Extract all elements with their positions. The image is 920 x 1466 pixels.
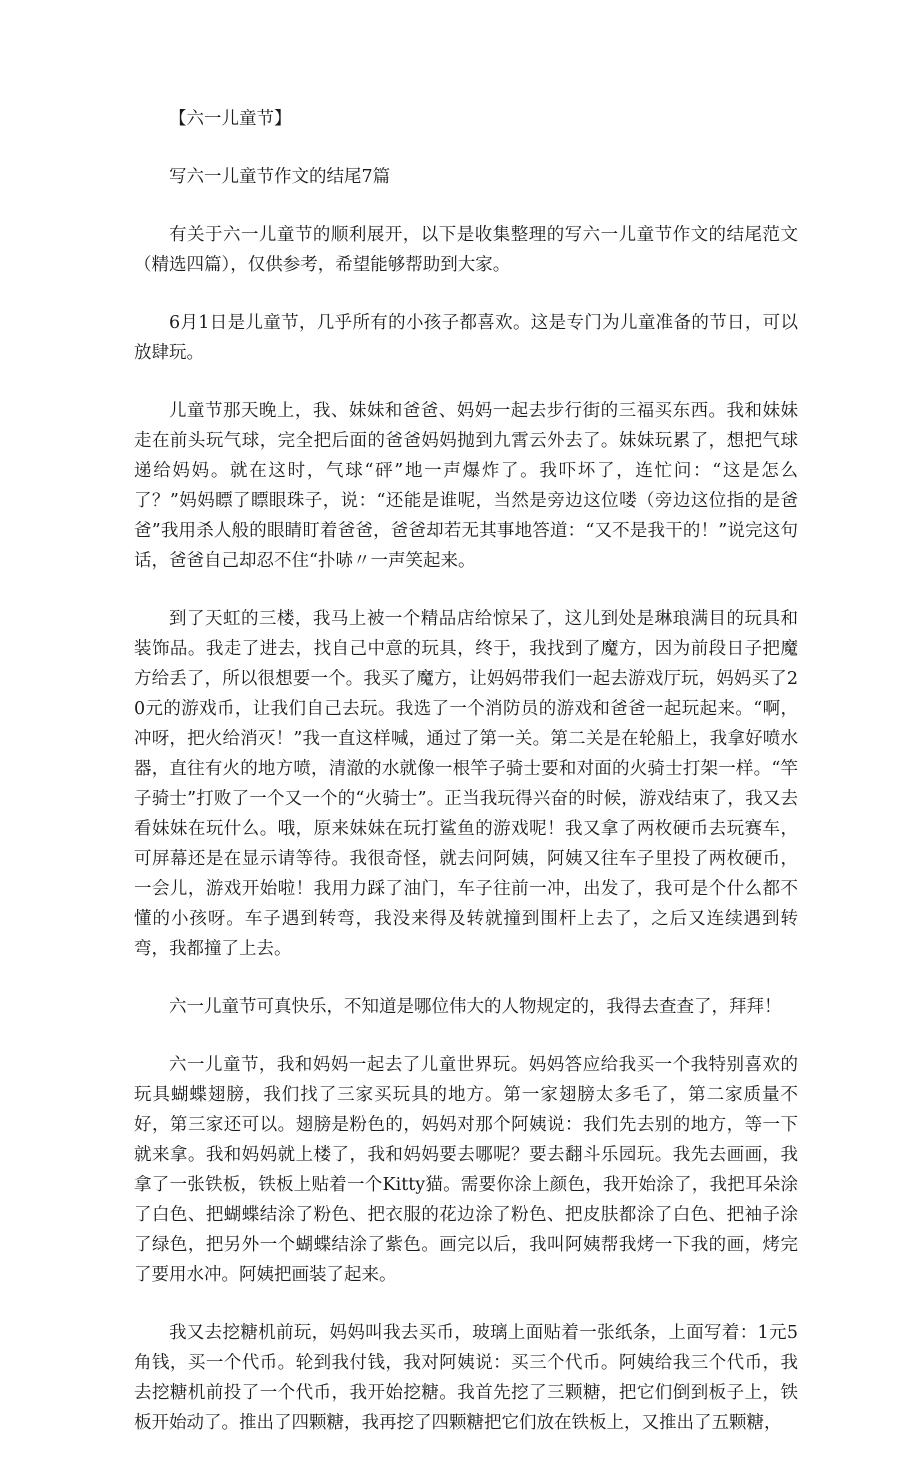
document-body [134,104,798,1466]
document-title: 写六一儿童节作文的结尾7篇 [169,167,391,187]
paragraph-2: 6月1日是儿童节，几乎所有的小孩子都喜欢。这是专门为儿童准备的节日，可以放肆玩。 [134,313,798,363]
paragraph-4: 到了天虹的三楼，我马上被一个精品店给惊呆了，这儿到处是琳琅满目的玩具和装饰品。我走了进去，找自己中意的玩具，终于，我找到了魔方，因为前段日子把魔方给丢了，所以很想要一个。我买了魔方，让妈妈带我们一起去游戏厅玩，妈妈买了20元的游戏币，让我们自己去玩。我选了一个消防员的游戏和爸爸一起玩起来。“啊，冲呀，把火给消灭！”我一直这样喊，通过了第一关。第二关是在轮船上，我拿好喷水器，直往有火的地方喷，清澈的水就像一根竿子骑士要和对面的火骑士打架一样。“竿子骑士”打败了一个又一个的“火骑士”。正当我玩得兴奋的时候，游戏结束了，我又去看妹妹在玩什么。哦，原来妹妹在玩打鲨鱼的游戏呢！我又拿了两枚硬币去玩赛车，可屏幕还是在显示请等待。我很奇怪，就去问阿姨，阿姨又往车子里投了两枚硬币，一会儿，游戏开始啦！我用力踩了油门，车子往前一冲，出发了，我可是个什么都不懂的小孩呀。车子遇到转弯，我没来得及转就撞到围杆上去了，之后又连续遇到转弯，我都撞了上去。 [134,609,798,959]
paragraph-7: 我又去挖糖机前玩，妈妈叫我去买币，玻璃上面贴着一张纸条，上面写着：1元5角钱，买一个代币。轮到我付钱，我对阿姨说：买三个代币。阿姨给我三个代币，我去挖糖机前投了一个代币，我开始挖糖。我首先挖了三颗糖，把它们倒到板子上，铁板开始动了。推出了四颗糖，我再挖了四颗糖把它们放在铁板上，又推出了五颗糖， [134,1323,798,1433]
paragraph-3: 儿童节那天晚上，我、妹妹和爸爸、妈妈一起去步行街的三福买东西。我和妹妹走在前头玩气球，完全把后面的爸爸妈妈抛到九霄云外去了。妹妹玩累了，想把气球递给妈妈。就在这时，气球“砰”地一声爆炸了。我吓坏了，连忙问：“这是怎么了？”妈妈瞟了瞟眼珠子，说：“还能是谁呢，当然是旁边这位喽（旁边这位指的是爸爸”我用杀人般的眼睛盯着爸爸，爸爸却若无其事地答道：“又不是我干的！”说完这句话，爸爸自己却忍不住“扑哧〃一声笑起来。 [134,401,798,571]
paragraph-5: 六一儿童节可真快乐，不知道是哪位伟大的人物规定的，我得去查查了，拜拜！ [169,997,782,1017]
document-heading: 【六一儿童节】 [169,109,292,129]
paragraph-intro: 有关于六一儿童节的顺利展开，以下是收集整理的写六一儿童节作文的结尾范文（精选四篇），仅供参考，希望能够帮助到大家。 [134,225,798,275]
paragraph-6: 六一儿童节，我和妈妈一起去了儿童世界玩。妈妈答应给我买一个我特别喜欢的玩具蝴蝶翅膀，我们找了三家买玩具的地方。第一家翅膀太多毛了，第二家质量不好，第三家还可以。翅膀是粉色的，妈妈对那个阿姨说：我们先去别的地方，等一下就来拿。我和妈妈就上楼了，我和妈妈要去哪呢？要去翻斗乐园玩。我先去画画，我拿了一张铁板，铁板上贴着一个Kitty猫。需要你涂上颜色，我开始涂了，我把耳朵涂了白色、把蝴蝶结涂了粉色、把衣服的花边涂了粉色、把皮肤都涂了白色、把袖子涂了绿色，把另外一个蝴蝶结涂了紫色。画完以后，我叫阿姨帮我烤一下我的画，烤完了要用水冲。阿姨把画装了起来。 [134,1055,798,1285]
